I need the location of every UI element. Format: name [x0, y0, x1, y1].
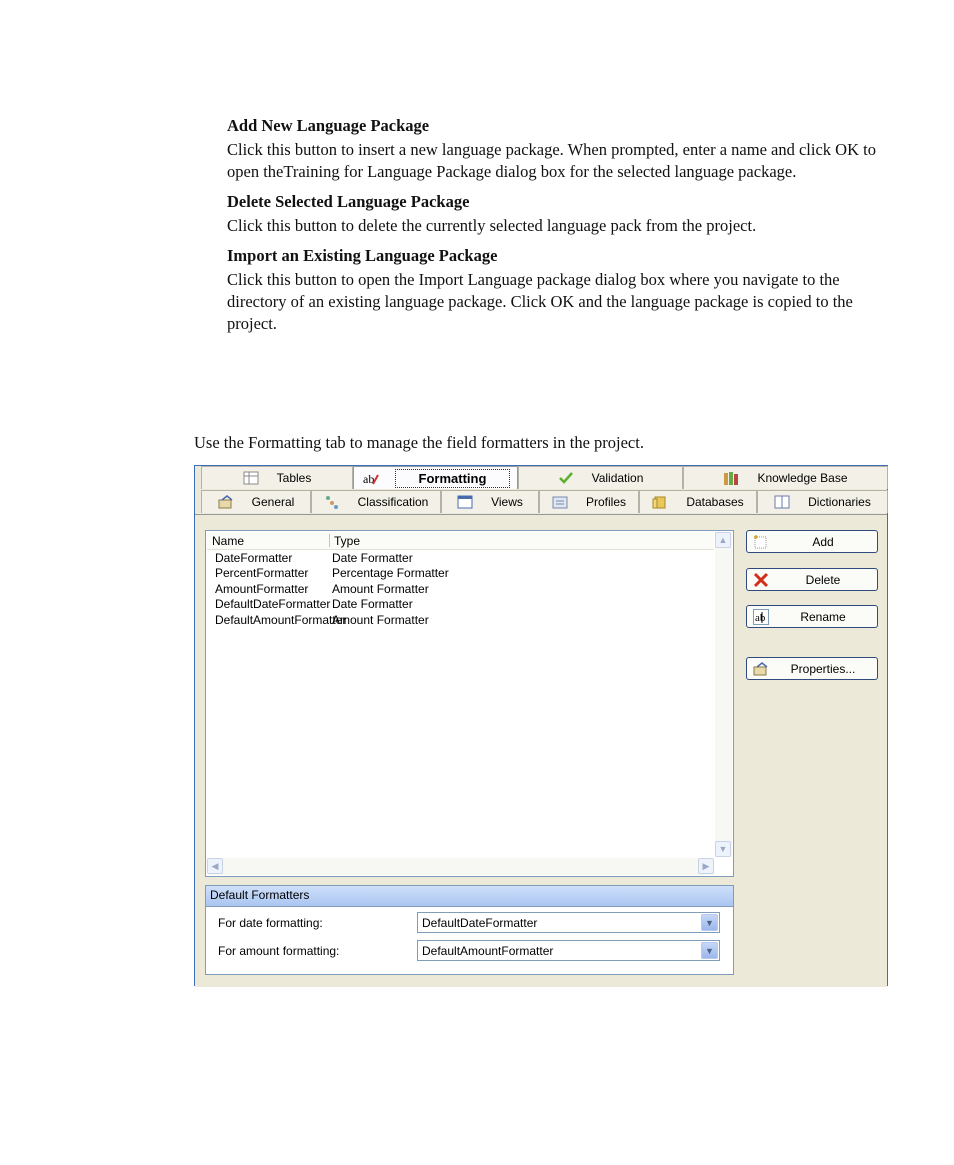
- chevron-down-icon[interactable]: ▼: [701, 914, 718, 931]
- list-item[interactable]: PercentFormatter Percentage Formatter: [215, 566, 449, 581]
- tab-tables[interactable]: Tables: [201, 466, 353, 489]
- list-header: [207, 532, 714, 550]
- books-icon: [723, 471, 739, 485]
- project-settings-window: [194, 465, 888, 986]
- formatter-list[interactable]: [205, 530, 734, 877]
- rename-button[interactable]: ab Rename: [746, 605, 878, 628]
- table-icon: [243, 471, 259, 485]
- list-item[interactable]: AmountFormatter Amount Formatter: [215, 581, 429, 596]
- section-body-delete: Click this button to delete the currently selected language pack from the project.: [227, 216, 757, 235]
- checkmark-icon: [558, 471, 574, 485]
- default-formatters-group: [205, 885, 734, 975]
- scroll-left-icon[interactable]: ◀: [207, 858, 223, 874]
- column-separator[interactable]: [329, 534, 330, 547]
- help-document: [227, 115, 877, 343]
- svg-text:ab: ab: [755, 612, 766, 624]
- tab-formatting[interactable]: ab Formatting: [353, 466, 518, 489]
- date-formatter-select[interactable]: DefaultDateFormatter ▼: [417, 912, 720, 933]
- svg-text:ab: ab: [362, 472, 374, 486]
- horizontal-scrollbar[interactable]: [207, 858, 714, 875]
- chevron-down-icon[interactable]: ▼: [701, 942, 718, 959]
- classification-icon: [324, 495, 340, 509]
- section-heading-import: Import an Existing Language Package: [227, 246, 498, 265]
- column-header-type[interactable]: Type: [334, 534, 361, 548]
- tab-row-1: [195, 466, 887, 490]
- tab-validation[interactable]: Validation: [518, 466, 683, 489]
- tab-knowledge-base[interactable]: Knowledge Base: [683, 466, 888, 489]
- scroll-down-icon[interactable]: ▼: [715, 841, 731, 857]
- dictionary-icon: [774, 495, 790, 509]
- scroll-up-icon[interactable]: ▲: [715, 532, 731, 548]
- tab-classification[interactable]: Classification: [311, 490, 441, 513]
- group-title: Default Formatters: [206, 886, 733, 907]
- scroll-right-icon[interactable]: ▶: [698, 858, 714, 874]
- database-icon: [652, 495, 668, 509]
- vertical-scrollbar[interactable]: [715, 532, 732, 857]
- section-body-import: Click this button to open the Import Language package dialog box where you navigate to the directory of an existing language package. Click OK and the language package is copied to the project.: [227, 270, 853, 333]
- formatting-icon: [363, 471, 379, 485]
- properties-button[interactable]: Properties...: [746, 657, 878, 680]
- tab-databases[interactable]: Databases: [639, 490, 757, 513]
- list-item[interactable]: DefaultAmountFormatter Amount Formatter: [215, 612, 429, 627]
- profiles-icon: [552, 495, 568, 509]
- calendar-icon: [457, 495, 473, 509]
- intro-text: Use the Formatting tab to manage the field formatters in the project.: [194, 433, 644, 452]
- list-rows: [215, 551, 515, 628]
- delete-button[interactable]: Delete: [746, 568, 878, 591]
- section-heading-delete: Delete Selected Language Package: [227, 192, 470, 211]
- tab-dictionaries[interactable]: Dictionaries: [757, 490, 888, 513]
- date-formatting-label: For date formatting:: [218, 916, 323, 930]
- amount-formatter-select[interactable]: DefaultAmountFormatter ▼: [417, 940, 720, 961]
- section-heading-add: Add New Language Package: [227, 116, 430, 135]
- tab-profiles[interactable]: Profiles: [539, 490, 639, 513]
- tab-general[interactable]: General: [201, 490, 311, 513]
- group-body: [206, 907, 733, 974]
- properties-icon: [753, 661, 769, 677]
- tab-row-2: [195, 490, 887, 515]
- general-icon: [218, 495, 234, 509]
- list-item[interactable]: DateFormatter Date Formatter: [215, 551, 413, 565]
- new-item-icon: [753, 534, 769, 550]
- column-header-name[interactable]: Name: [212, 534, 245, 548]
- add-button[interactable]: Add: [746, 530, 878, 553]
- amount-formatting-label: For amount formatting:: [218, 944, 340, 958]
- rename-icon: [753, 609, 769, 625]
- section-body-add: Click this button to insert a new language package. When prompted, enter a name and click OK to open theTraining for Language Package dialog box for the selected language package.: [227, 140, 876, 181]
- delete-x-icon: [753, 572, 769, 588]
- tab-views[interactable]: Views: [441, 490, 539, 513]
- formatting-panel: [195, 515, 887, 987]
- list-item[interactable]: DefaultDateFormatter Date Formatter: [215, 597, 413, 612]
